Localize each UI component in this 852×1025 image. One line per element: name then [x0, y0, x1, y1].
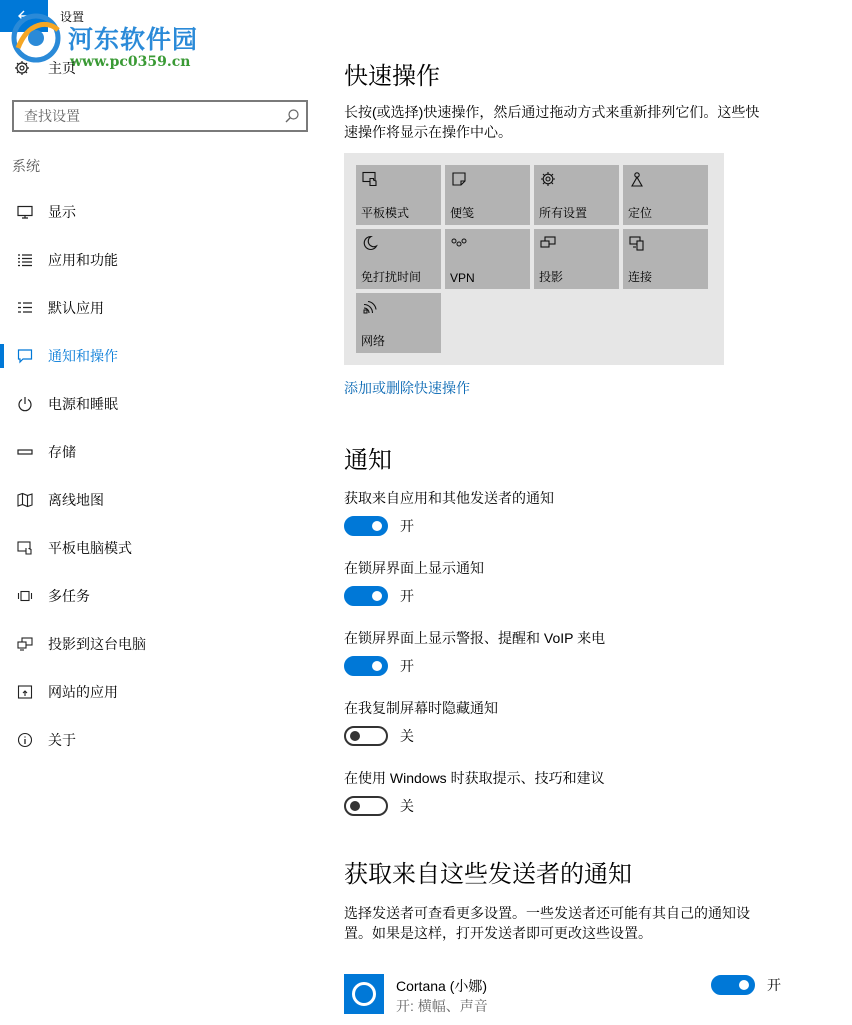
toggle-sender-cortana[interactable]	[711, 975, 781, 995]
tile-label: VPN	[450, 271, 475, 285]
sidebar-item-label: 默认应用	[48, 300, 104, 316]
toggle-switch[interactable]	[711, 975, 755, 995]
tile-label: 平板模式	[361, 206, 410, 220]
tile-label: 连接	[628, 270, 653, 284]
gear-icon	[540, 171, 556, 187]
sidebar-item-apps-features[interactable]	[0, 236, 320, 284]
sender-summary: 开: 横幅、声音	[396, 998, 488, 1014]
quick-action-tile[interactable]	[534, 229, 619, 289]
tile-label: 网络	[361, 334, 386, 348]
quick-action-tile[interactable]	[623, 229, 708, 289]
toggle-state: 开	[400, 588, 414, 604]
tablet-mode-icon	[362, 171, 378, 187]
monitor-icon	[16, 203, 34, 221]
toggle-switch[interactable]	[344, 586, 388, 606]
tile-label: 便笺	[450, 206, 475, 220]
notifications-title: 通知	[344, 447, 392, 474]
senders-description	[344, 903, 750, 943]
moon-icon	[362, 235, 378, 251]
note-icon	[451, 171, 467, 187]
tile-label: 定位	[628, 206, 653, 220]
vpn-icon	[451, 235, 467, 251]
toggle-switch[interactable]	[344, 656, 388, 676]
sidebar-item-web-apps[interactable]	[0, 668, 320, 716]
sidebar-item-tablet-mode[interactable]	[0, 524, 320, 572]
sender-name: Cortana (小娜)	[396, 978, 488, 994]
description-line: 选择发送者可查看更多设置。一些发送者还可能有其自己的通知设	[344, 905, 750, 921]
sidebar-nav	[0, 188, 320, 764]
watermark-name: 河东软件园	[68, 25, 199, 54]
setting-label: 在锁屏界面上显示通知	[344, 560, 484, 576]
location-icon	[629, 171, 645, 187]
toggle-switch[interactable]	[344, 516, 388, 536]
quick-action-tile[interactable]	[356, 229, 441, 289]
toggle-lockscreen-notifications[interactable]	[344, 586, 414, 606]
search-box[interactable]	[12, 100, 308, 132]
info-icon	[16, 731, 34, 749]
cortana-icon	[344, 974, 384, 1014]
toggle-state: 开	[400, 658, 414, 674]
sidebar-item-about[interactable]	[0, 716, 320, 764]
edit-quick-actions-link[interactable]: 添加或删除快速操作	[344, 380, 470, 396]
quick-action-tile[interactable]	[534, 165, 619, 225]
map-icon	[16, 491, 34, 509]
senders-title: 获取来自这些发送者的通知	[344, 861, 632, 888]
app-title: 设置	[60, 10, 85, 24]
notification-icon	[16, 347, 34, 365]
description-line: 长按(或选择)快速操作，然后通过拖动方式来重新排列它们。这些快	[344, 104, 760, 120]
tablet-mode-icon	[16, 539, 34, 557]
network-icon	[362, 299, 378, 315]
sidebar-item-label: 存储	[48, 444, 76, 460]
quick-actions-title: 快速操作	[344, 63, 440, 90]
quick-action-tile[interactable]	[623, 165, 708, 225]
tile-label: 免打扰时间	[361, 270, 422, 284]
quick-action-tile[interactable]	[445, 229, 530, 289]
sidebar-item-label: 显示	[48, 204, 76, 220]
quick-action-tile[interactable]	[445, 165, 530, 225]
sender-item-cortana[interactable]	[344, 972, 794, 1016]
toggle-lockscreen-alarms[interactable]	[344, 656, 414, 676]
default-apps-icon	[16, 299, 34, 317]
sidebar-item-multitasking[interactable]	[0, 572, 320, 620]
toggle-windows-tips[interactable]	[344, 796, 414, 816]
sidebar-item-offline-maps[interactable]	[0, 476, 320, 524]
sidebar-item-project[interactable]	[0, 620, 320, 668]
setting-label: 获取来自应用和其他发送者的通知	[344, 490, 554, 506]
search-input[interactable]	[14, 102, 274, 130]
description-line: 速操作将显示在操作中心。	[344, 124, 512, 140]
setting-label: 在我复制屏幕时隐藏通知	[344, 700, 498, 716]
back-arrow-icon	[17, 9, 31, 23]
quick-action-tile[interactable]	[356, 293, 441, 353]
quick-action-tile[interactable]	[356, 165, 441, 225]
sidebar-item-label: 网站的应用	[48, 684, 118, 700]
setting-label: 在锁屏界面上显示警报、提醒和 VoIP 来电	[344, 630, 606, 646]
toggle-state: 关	[400, 728, 414, 744]
sidebar-item-label: 投影到这台电脑	[48, 636, 146, 652]
search-icon[interactable]	[284, 108, 300, 129]
sidebar-item-label: 平板电脑模式	[48, 540, 132, 556]
setting-label: 在使用 Windows 时获取提示、技巧和建议	[344, 770, 605, 786]
watermark-url: www.pc0359.cn	[70, 54, 191, 70]
toggle-app-notifications[interactable]	[344, 516, 414, 536]
sidebar-item-label: 离线地图	[48, 492, 104, 508]
sidebar-item-storage[interactable]	[0, 428, 320, 476]
toggle-state: 开	[400, 518, 414, 534]
storage-icon	[16, 443, 34, 461]
project-icon	[16, 635, 34, 653]
sidebar-item-power-sleep[interactable]	[0, 380, 320, 428]
project-icon	[540, 235, 556, 251]
sidebar-item-label: 应用和功能	[48, 252, 118, 268]
power-icon	[16, 395, 34, 413]
sidebar-item-label: 通知和操作	[48, 348, 118, 364]
toggle-hide-when-duplicating[interactable]	[344, 726, 414, 746]
sidebar-item-notifications[interactable]	[0, 332, 320, 380]
quick-actions-description	[344, 102, 759, 142]
toggle-switch[interactable]	[344, 726, 388, 746]
tile-label: 所有设置	[539, 206, 588, 220]
quick-actions-panel	[344, 153, 724, 365]
multitask-icon	[16, 587, 34, 605]
connect-icon	[629, 235, 645, 251]
sidebar-item-label: 电源和睡眠	[48, 396, 118, 412]
toggle-state: 开	[767, 977, 781, 993]
back-button[interactable]	[0, 0, 48, 32]
web-apps-icon	[16, 683, 34, 701]
sidebar-item-default-apps[interactable]	[0, 284, 320, 332]
description-line: 置。如果是这样，打开发送者即可更改这些设置。	[344, 925, 652, 941]
sidebar-item-label: 关于	[48, 732, 76, 748]
apps-list-icon	[16, 251, 34, 269]
home-label: 主页	[48, 60, 76, 76]
sidebar-item-display[interactable]	[0, 188, 320, 236]
home-item[interactable]	[12, 56, 76, 80]
toggle-switch[interactable]	[344, 796, 388, 816]
gear-icon	[12, 60, 32, 76]
toggle-state: 关	[400, 798, 414, 814]
tile-label: 投影	[539, 270, 564, 284]
sidebar-item-label: 多任务	[48, 588, 90, 604]
sidebar-section-label: 系统	[12, 158, 40, 174]
